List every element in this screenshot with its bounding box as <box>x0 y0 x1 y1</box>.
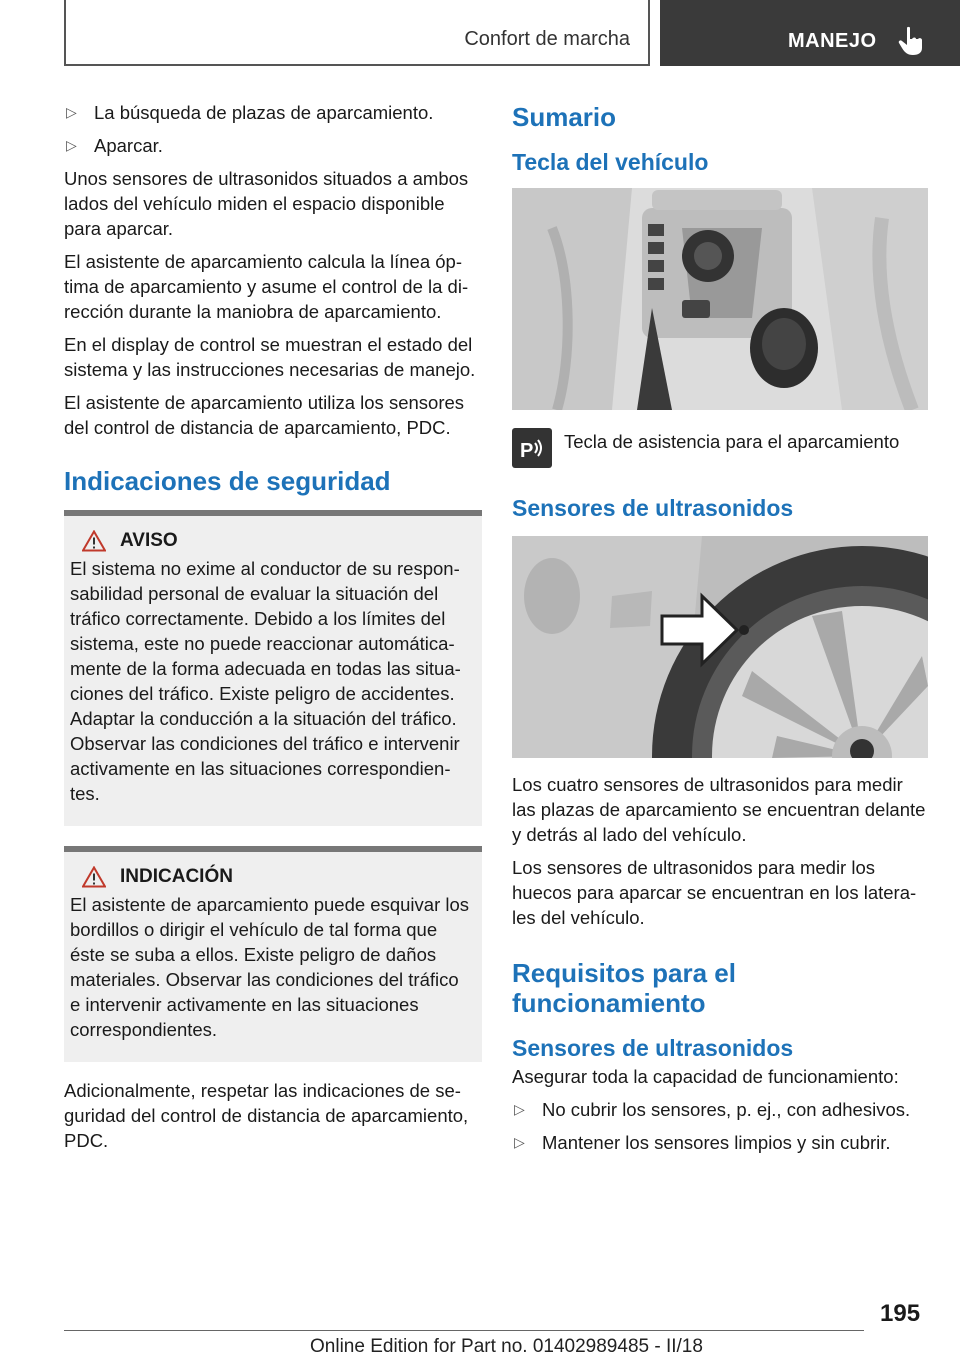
list-item <box>64 133 482 158</box>
legend-row <box>512 428 928 468</box>
warning-title <box>70 530 474 552</box>
notice-title <box>70 866 474 888</box>
header-chapter-tab <box>660 0 960 66</box>
notice-title-text: INDICACIÓN <box>120 866 233 887</box>
park-assist-button-icon <box>512 428 552 468</box>
vehicle-button-heading: Tecla del vehículo <box>512 149 709 175</box>
header-section-box <box>64 0 650 66</box>
footer-divider <box>64 1330 864 1331</box>
paragraph: Adicionalmente, respetar las indicaciones de seguridad del control de distancia de aparcamiento, PDC. <box>64 1080 469 1151</box>
list-item-text: Aparcar. <box>94 135 163 156</box>
summary-heading: Sumario <box>512 102 617 132</box>
sensors-heading: Sensores de ultrasonidos <box>512 495 794 521</box>
paragraph: Unos sensores de ultrasonidos situados a ambos lados del vehículo miden el espacio disponible para aparcar. <box>64 168 469 239</box>
paragraph: Asegurar toda la capacidad de funcionamiento: <box>512 1066 899 1087</box>
paragraph: Los sensores de ultrasonidos para medir los huecos para aparcar se encuentran en los laterales del vehículo. <box>512 857 917 928</box>
warning-box <box>64 510 482 826</box>
triangle-bullet-icon: ▷ <box>66 137 77 153</box>
list-item-text: No cubrir los sensores, p. ej., con adhesivos. <box>542 1099 911 1120</box>
warning-triangle-icon <box>82 530 106 552</box>
triangle-bullet-icon: ▷ <box>514 1134 525 1150</box>
hand-pointer-icon <box>898 26 924 56</box>
warning-text: El sistema no exime al conductor de su responsabilidad personal de evaluar la situación del tráfico correctamente. Debido a los límites del sistema, este no puede reaccionar automáticamente de la forma adecuada en todas las situaciones del tráfico. Existe peligro de accidentes. Adaptar la conducción a la situación del tráfico. Observar las condiciones del tráfico e intervenir activamente en las situaciones correspondientes. <box>70 558 461 804</box>
list-item <box>512 1097 928 1122</box>
requirements-sensors-heading: Sensores de ultrasonidos <box>512 1035 794 1061</box>
paragraph: El asistente de aparcamiento utiliza los sensores del control de distancia de aparcamiento, PDC. <box>64 392 465 438</box>
safety-heading: Indicaciones de seguridad <box>64 466 391 496</box>
svg-text:P: P <box>520 440 534 462</box>
requirements-heading: Requisitos para el funcionamiento <box>512 958 736 1018</box>
legend-text: Tecla de asistencia para el aparcamiento <box>564 431 900 452</box>
warning-triangle-icon <box>82 866 106 888</box>
header-section-title: Confort de marcha <box>464 28 630 50</box>
footer-edition: Online Edition for Part no. 01402989485 - II/18 <box>310 1336 703 1357</box>
triangle-bullet-icon: ▷ <box>66 104 77 120</box>
list-item <box>64 100 482 125</box>
warning-title-text: AVISO <box>120 530 178 551</box>
sensor-photo <box>512 536 928 758</box>
list-item-text: La búsqueda de plazas de aparcamiento. <box>94 102 434 123</box>
list-item-text: Mantener los sensores limpios y sin cubrir. <box>542 1132 891 1153</box>
left-column <box>64 100 482 1161</box>
paragraph: El asistente de aparcamiento calcula la línea óptima de aparcamiento y asume el control de la dirección durante la maniobra de aparcamiento. <box>64 251 469 322</box>
paragraph: En el display de control se muestran el estado del sistema y las instrucciones necesarias de manejo. <box>64 334 476 380</box>
triangle-bullet-icon: ▷ <box>514 1101 525 1117</box>
notice-text: El asistente de aparcamiento puede esquivar los bordillos o dirigir el vehículo de tal forma que éste se suba a ellos. Existe peligro de daños materiales. Observar las condiciones del tráfico e intervenir activamente en las situaciones correspondientes. <box>70 894 470 1040</box>
right-column <box>512 100 928 1163</box>
header-chapter-title: MANEJO <box>788 30 877 52</box>
paragraph: Los cuatro sensores de ultrasonidos para medir las plazas de aparcamiento se encuentran delante y detrás al lado del vehículo. <box>512 774 926 845</box>
console-photo <box>512 188 928 410</box>
notice-box <box>64 846 482 1062</box>
list-item <box>512 1130 928 1155</box>
page-number: 195 <box>880 1300 921 1327</box>
